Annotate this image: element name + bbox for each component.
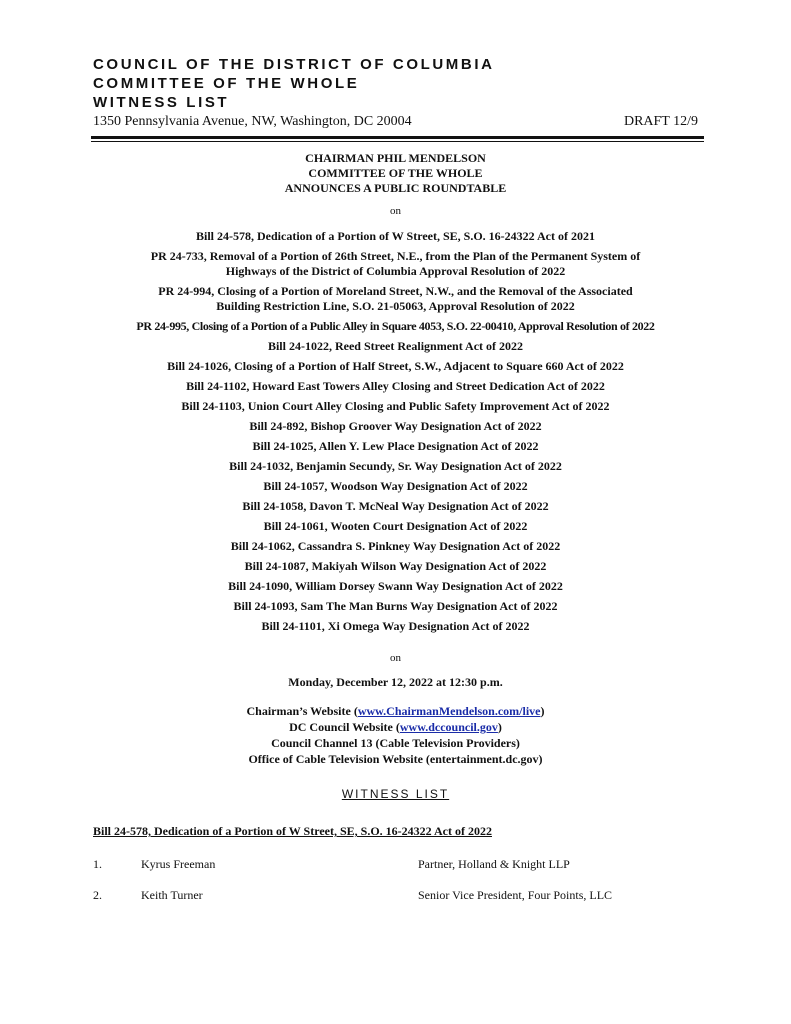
bill-line: Bill 24-1101, Xi Omega Way Designation Act of 2022 <box>261 619 530 633</box>
bill-line: Bill 24-578, Dedication of a Portion of W Street, SE, S.O. 16-24322 Act of 2021 <box>196 229 595 243</box>
bill-item <box>0 229 791 244</box>
hearing-date: Monday, December 12, 2022 at 12:30 p.m. <box>288 675 503 689</box>
witness-list-heading-text: WITNESS LIST <box>341 787 450 801</box>
bill-item <box>0 439 791 454</box>
witness-affiliation: Partner, Holland & Knight LLP <box>418 857 570 871</box>
on-text-2: on <box>390 652 401 664</box>
bill-line: PR 24-994, Closing of a Portion of Moreland Street, N.W., and the Removal of the Associated <box>158 284 633 298</box>
bill-line: PR 24-995, Closing of a Portion of a Public Alley in Square 4053, S.O. 22-00410, Approval Resolution of 2022 <box>136 319 655 333</box>
council-website-suffix: ) <box>497 720 502 734</box>
announcement-roundtable: ANNOUNCES A PUBLIC ROUNDTABLE <box>284 181 507 195</box>
bill-line: Bill 24-1022, Reed Street Realignment Act of 2022 <box>267 339 524 353</box>
bill-item <box>0 559 791 574</box>
witness-number: 1. <box>93 857 102 871</box>
bill-list <box>0 229 791 639</box>
council-channel: Council Channel 13 (Cable Television Providers) <box>271 736 520 750</box>
bill-line: Highways of the District of Columbia Approval Resolution of 2022 <box>225 264 566 278</box>
bill-line: Bill 24-1103, Union Court Alley Closing and Public Safety Improvement Act of 2022 <box>181 399 610 413</box>
bill-item <box>0 499 791 514</box>
council-title: COUNCIL OF THE DISTRICT OF COLUMBIA <box>93 56 495 73</box>
chairman-website-link[interactable]: www.ChairmanMendelson.com/live <box>357 704 541 718</box>
bill-line: Bill 24-1102, Howard East Towers Alley Closing and Street Dedication Act of 2022 <box>186 379 605 393</box>
bill-item <box>0 249 791 279</box>
bill-line: Bill 24-1032, Benjamin Secundy, Sr. Way Designation Act of 2022 <box>229 459 562 473</box>
bill-line: Bill 24-1025, Allen Y. Lew Place Designation Act of 2022 <box>252 439 539 453</box>
committee-title: COMMITTEE OF THE WHOLE <box>93 75 360 92</box>
section-bill-title: Bill 24-578, Dedication of a Portion of W Street, SE, S.O. 16-24322 Act of 2022 <box>93 824 492 838</box>
bill-item <box>0 479 791 494</box>
on-text: on <box>390 205 401 217</box>
chairman-website-line <box>0 704 791 719</box>
cable-website: Office of Cable Television Website (entertainment.dc.gov) <box>248 752 543 766</box>
bill-line: Bill 24-1058, Davon T. McNeal Way Designation Act of 2022 <box>242 499 549 513</box>
bill-line: Bill 24-1061, Wooten Court Designation Act of 2022 <box>263 519 528 533</box>
bill-line: PR 24-733, Removal of a Portion of 26th Street, N.E., from the Plan of the Permanent System of <box>150 249 641 263</box>
witness-list-heading <box>0 787 791 801</box>
header-rule-thin <box>91 141 704 142</box>
council-website-link[interactable]: www.dccouncil.gov <box>399 720 498 734</box>
bill-item <box>0 379 791 394</box>
chairman-website-prefix: Chairman’s Website ( <box>246 704 358 718</box>
chairman-website-suffix: ) <box>540 704 545 718</box>
council-address: 1350 Pennsylvania Avenue, NW, Washington, DC 20004 <box>93 114 412 129</box>
witness-name: Kyrus Freeman <box>141 857 216 871</box>
council-website-line <box>0 720 791 735</box>
bill-item <box>0 579 791 594</box>
bill-item <box>0 319 791 334</box>
bill-line: Bill 24-1057, Woodson Way Designation Act of 2022 <box>263 479 528 493</box>
chairman-name: CHAIRMAN PHIL MENDELSON <box>305 151 486 165</box>
bill-line: Bill 24-892, Bishop Groover Way Designation Act of 2022 <box>249 419 542 433</box>
bill-line: Building Restriction Line, S.O. 21-05063, Approval Resolution of 2022 <box>216 299 575 313</box>
bill-line: Bill 24-1026, Closing of a Portion of Half Street, S.W., Adjacent to Square 660 Act of 2022 <box>167 359 624 373</box>
draft-label: DRAFT 12/9 <box>623 114 698 129</box>
announcement-committee: COMMITTEE OF THE WHOLE <box>308 166 483 180</box>
header-rule-thick <box>91 136 704 139</box>
witness-affiliation: Senior Vice President, Four Points, LLC <box>418 888 613 902</box>
bill-item <box>0 459 791 474</box>
bill-item <box>0 359 791 374</box>
witness-number: 2. <box>93 888 102 902</box>
bill-item <box>0 399 791 414</box>
council-website-prefix: DC Council Website ( <box>289 720 400 734</box>
witness-name: Keith Turner <box>141 888 203 902</box>
bill-item <box>0 419 791 434</box>
witness-row <box>0 857 791 873</box>
bill-item <box>0 599 791 614</box>
bill-item <box>0 519 791 534</box>
bill-item <box>0 619 791 634</box>
bill-line: Bill 24-1093, Sam The Man Burns Way Designation Act of 2022 <box>233 599 558 613</box>
bill-line: Bill 24-1087, Makiyah Wilson Way Designation Act of 2022 <box>244 559 547 573</box>
bill-item <box>0 339 791 354</box>
witness-list-title: WITNESS LIST <box>93 94 230 111</box>
bill-item <box>0 284 791 314</box>
bill-line: Bill 24-1062, Cassandra S. Pinkney Way Designation Act of 2022 <box>230 539 561 553</box>
bill-line: Bill 24-1090, William Dorsey Swann Way Designation Act of 2022 <box>228 579 563 593</box>
witness-row <box>0 888 791 904</box>
bill-item <box>0 539 791 554</box>
